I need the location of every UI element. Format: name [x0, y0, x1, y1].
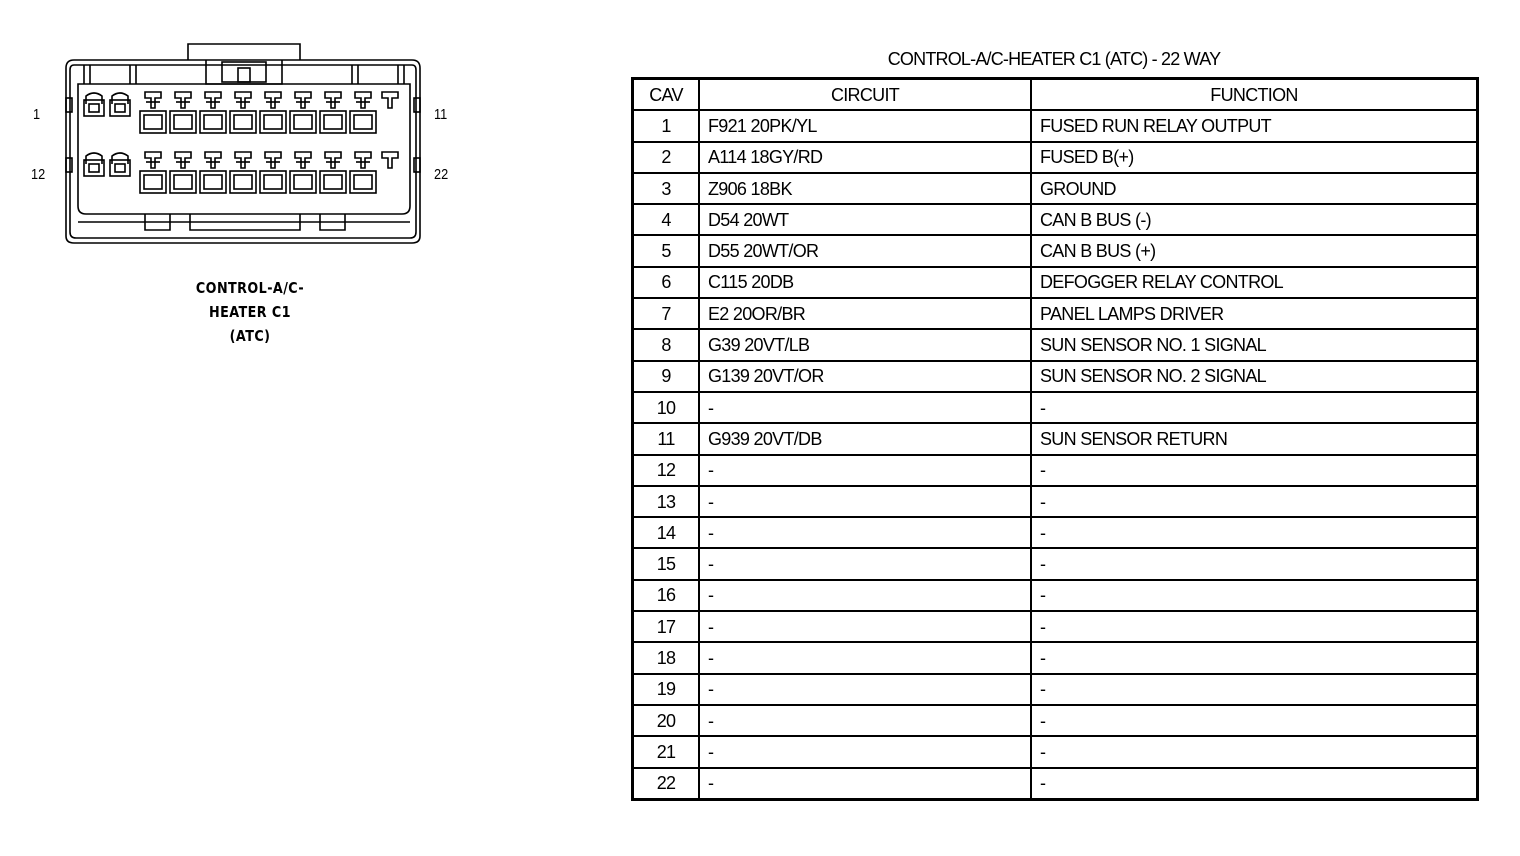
table-row — [633, 329, 1478, 360]
cell-cav: 2 — [633, 142, 700, 173]
cell-cav: 19 — [633, 674, 700, 705]
pin-cavity — [84, 93, 104, 116]
pin-cavity — [230, 152, 256, 193]
cell-function: - — [1031, 705, 1478, 736]
cell-function: - — [1031, 548, 1478, 579]
pin-cavity — [350, 92, 376, 133]
table-row — [633, 298, 1478, 329]
pin-cavity — [200, 152, 226, 193]
caption-line-3: (ATC) — [229, 327, 271, 345]
pin-cavity — [200, 92, 226, 133]
cell-function: - — [1031, 455, 1478, 486]
connector-caption — [150, 276, 350, 348]
cell-cav: 17 — [633, 611, 700, 642]
cell-circuit: Z906 18BK — [699, 173, 1031, 204]
pin-cavity — [170, 152, 196, 193]
table-row — [633, 674, 1478, 705]
pin-cavity — [290, 152, 316, 193]
cell-function: - — [1031, 611, 1478, 642]
pin-cavity — [84, 153, 104, 176]
cell-circuit: - — [699, 517, 1031, 548]
cell-function: - — [1031, 768, 1478, 800]
cell-cav: 1 — [633, 110, 700, 141]
table-row — [633, 235, 1478, 266]
cell-circuit: - — [699, 486, 1031, 517]
pin-cavity — [140, 92, 166, 133]
cell-cav: 21 — [633, 736, 700, 767]
table-row — [633, 110, 1478, 141]
table-row — [633, 486, 1478, 517]
table-row — [633, 267, 1478, 298]
cell-function: - — [1031, 486, 1478, 517]
cell-cav: 8 — [633, 329, 700, 360]
header-cav: CAV — [633, 79, 700, 111]
cell-circuit: C115 20DB — [699, 267, 1031, 298]
cell-function: - — [1031, 517, 1478, 548]
cell-function: - — [1031, 392, 1478, 423]
cell-cav: 15 — [633, 548, 700, 579]
table-row — [633, 642, 1478, 673]
cell-circuit: G39 20VT/LB — [699, 329, 1031, 360]
pin-cavity — [320, 152, 346, 193]
cell-function: CAN B BUS (-) — [1031, 204, 1478, 235]
cell-cav: 20 — [633, 705, 700, 736]
cell-circuit: - — [699, 768, 1031, 800]
cell-circuit: G139 20VT/OR — [699, 361, 1031, 392]
pin-cavity — [382, 152, 398, 168]
table-row — [633, 173, 1478, 204]
pin-cavity — [110, 153, 130, 176]
cell-circuit: - — [699, 611, 1031, 642]
pin-cavity — [260, 92, 286, 133]
cell-cav: 13 — [633, 486, 700, 517]
cell-function: DEFOGGER RELAY CONTROL — [1031, 267, 1478, 298]
cell-function: - — [1031, 642, 1478, 673]
cell-function: FUSED B(+) — [1031, 142, 1478, 173]
pin-cavity — [230, 92, 256, 133]
cell-cav: 22 — [633, 768, 700, 800]
cell-function: FUSED RUN RELAY OUTPUT — [1031, 110, 1478, 141]
cell-cav: 16 — [633, 580, 700, 611]
table-row — [633, 361, 1478, 392]
table-row — [633, 392, 1478, 423]
cell-circuit: - — [699, 674, 1031, 705]
cell-cav: 12 — [633, 455, 700, 486]
cell-cav: 6 — [633, 267, 700, 298]
pin-cavity — [110, 93, 130, 116]
header-function: FUNCTION — [1031, 79, 1478, 111]
cell-cav: 3 — [633, 173, 700, 204]
table-row — [633, 580, 1478, 611]
table-row — [633, 142, 1478, 173]
table-row — [633, 736, 1478, 767]
pin-cavity — [260, 152, 286, 193]
cell-function: - — [1031, 580, 1478, 611]
cell-circuit: - — [699, 392, 1031, 423]
cell-circuit: G939 20VT/DB — [699, 423, 1031, 454]
table-title: CONTROL-A/C-HEATER C1 (ATC) - 22 WAY — [887, 49, 1221, 69]
cell-circuit: - — [699, 705, 1031, 736]
cell-circuit: - — [699, 736, 1031, 767]
pin-label-12: 12 — [31, 166, 46, 183]
cell-circuit: - — [699, 642, 1031, 673]
cell-circuit: - — [699, 455, 1031, 486]
pinout-table — [631, 77, 1479, 801]
cell-function: - — [1031, 674, 1478, 705]
pin-label-22: 22 — [434, 166, 449, 183]
cell-cav: 10 — [633, 392, 700, 423]
table-row — [633, 768, 1478, 800]
pin-cavity — [320, 92, 346, 133]
cell-circuit: - — [699, 580, 1031, 611]
header-circuit: CIRCUIT — [699, 79, 1031, 111]
cell-cav: 14 — [633, 517, 700, 548]
cell-function: GROUND — [1031, 173, 1478, 204]
cell-cav: 4 — [633, 204, 700, 235]
table-row — [633, 517, 1478, 548]
table-row — [633, 204, 1478, 235]
cell-circuit: D55 20WT/OR — [699, 235, 1031, 266]
pin-label-11: 11 — [434, 106, 448, 123]
cell-function: SUN SENSOR RETURN — [1031, 423, 1478, 454]
cell-circuit: - — [699, 548, 1031, 579]
cell-circuit: A114 18GY/RD — [699, 142, 1031, 173]
pin-cavity — [350, 152, 376, 193]
pin-label-1: 1 — [33, 106, 41, 123]
connector-face-diagram — [0, 0, 600, 260]
pin-cavity — [170, 92, 196, 133]
table-header-row — [633, 79, 1478, 111]
cell-circuit: E2 20OR/BR — [699, 298, 1031, 329]
cell-function: SUN SENSOR NO. 1 SIGNAL — [1031, 329, 1478, 360]
cell-cav: 7 — [633, 298, 700, 329]
table-row — [633, 705, 1478, 736]
cell-circuit: F921 20PK/YL — [699, 110, 1031, 141]
cell-function: PANEL LAMPS DRIVER — [1031, 298, 1478, 329]
table-row — [633, 423, 1478, 454]
cell-cav: 5 — [633, 235, 700, 266]
pin-cavity — [290, 92, 316, 133]
table-row — [633, 548, 1478, 579]
cell-function: SUN SENSOR NO. 2 SIGNAL — [1031, 361, 1478, 392]
cell-function: CAN B BUS (+) — [1031, 235, 1478, 266]
caption-line-1: CONTROL-A/C- — [195, 279, 305, 297]
pin-cavity — [140, 152, 166, 193]
cell-cav: 11 — [633, 423, 700, 454]
cell-function: - — [1031, 736, 1478, 767]
pin-cavity — [382, 92, 398, 108]
table-row — [633, 455, 1478, 486]
table-row — [633, 611, 1478, 642]
cell-circuit: D54 20WT — [699, 204, 1031, 235]
cell-cav: 18 — [633, 642, 700, 673]
cell-cav: 9 — [633, 361, 700, 392]
caption-line-2: HEATER C1 — [209, 303, 291, 321]
